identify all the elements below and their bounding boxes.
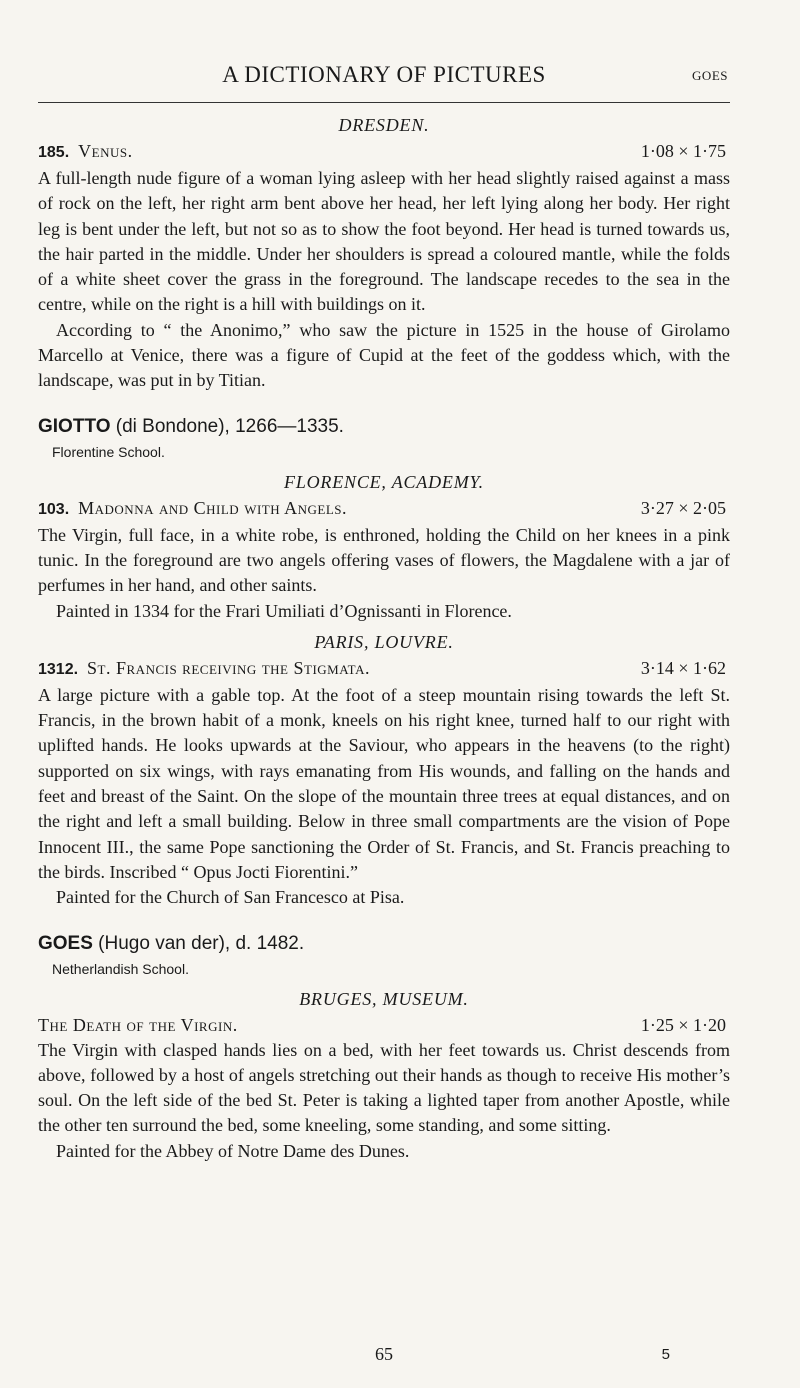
location-bruges: BRUGES, MUSEUM. (299, 988, 469, 1009)
signature-mark: 5 (661, 1346, 670, 1363)
entry-dimensions: 3·14 × 1·62 (640, 657, 726, 678)
artist-name: GOES (38, 932, 93, 954)
page-footer (38, 1344, 730, 1370)
entry-venus (38, 138, 730, 166)
entry-title: Venus. (78, 141, 133, 161)
entry-title: The Death of the Virgin. (38, 1014, 238, 1035)
entry-madonna (38, 495, 730, 523)
running-head (38, 62, 730, 103)
artist-heading-giotto (38, 414, 730, 440)
entry-note: Painted in 1334 for the Frari Umiliati d’Ognissanti in Florence. (56, 600, 512, 621)
artist-school: Netherlandish School. (52, 960, 189, 977)
entry-description: A large picture with a gable top. At the foot of a steep mountain rising towards the left St. Francis, in the brown habit of a monk, kneels on his right knee, turned half to our right with uplifted hands. He looks upwards at the Saviour, who appears in the heavens (to the right) supported on six wings, with rays emanating from His wounds, and falling on the hands and feet and breast of the Saint. On the slope of the mountain three trees at equal distances, and on the right and left a small building. Below in three small compartments are the vision of Pope Innocent III., the same Pope sanctioning the Order of St. Francis, and St. Francis preaching to the birds. Inscribed “ Opus Jocti Fiorentini.” (38, 684, 730, 882)
entry-st-francis (38, 655, 730, 683)
entry-dimensions: 1·25 × 1·20 (640, 1014, 726, 1035)
entry-dimensions: 3·27 × 2·05 (640, 497, 726, 518)
entry-description: The Virgin with clasped hands lies on a bed, with her feet towards us. Christ descends from above, followed by a host of angels stretching out their hands as though to receive His mother’s soul. On the left side of the bed St. Peter is taking a lighted taper from another Apostle, while the other ten surround the bed, some kneeling, some standing, and some sitting. (38, 1039, 730, 1136)
entry-dimensions: 1·08 × 1·75 (640, 141, 726, 161)
location-paris: PARIS, LOUVRE. (314, 631, 454, 652)
artist-name: GIOTTO (38, 415, 111, 437)
page-content (38, 62, 730, 1164)
book-title: A DICTIONARY OF PICTURES (222, 62, 546, 87)
entry-description: The Virgin, full face, in a white robe, is enthroned, holding the Child on her knees in a pink tunic. In the foreground are two angels offering vases of flowers, the Magdalene with a jar of perfumes in her hand, and other saints. (38, 524, 730, 596)
artist-school: Florentine School. (52, 443, 165, 460)
entry-note: Painted for the Abbey of Notre Dame des Dunes. (56, 1140, 410, 1161)
page-number: 65 (375, 1344, 393, 1364)
entry-title: St. Francis receiving the Stigmata. (87, 657, 370, 678)
entry-note: Painted for the Church of San Francesco at Pisa. (56, 887, 405, 908)
artist-heading-goes (38, 931, 730, 957)
artist-details: (Hugo van der), d. 1482. (92, 932, 305, 954)
location-dresden: DRESDEN. (338, 115, 430, 135)
entry-death-of-virgin (38, 1012, 730, 1038)
entry-note: According to “ the Anonimo,” who saw the picture in 1525 in the house of Girolamo Marcello at Venice, there was a figure of Cupid at the feet of the goddess which, with the landscape, was put in by Titian. (38, 319, 730, 391)
entry-number: 1312. (38, 660, 79, 678)
running-word: GOES (692, 68, 728, 83)
artist-details: (di Bondone), 1266—1335. (110, 415, 344, 437)
location-florence: FLORENCE, ACADEMY. (284, 471, 484, 492)
entry-title: Madonna and Child with Angels. (78, 497, 348, 518)
entry-number: 185. (38, 144, 70, 161)
entry-number: 103. (38, 500, 70, 518)
entry-description: A full-length nude figure of a woman lying asleep with her head slightly raised against a mass of rock on the left, her right arm bent above her head, her left lying along her body. Her right leg is bent under the left, but not so as to show the foot beyond. Her head is turned towards us, the hair parted in the middle. Under her shoulders is spread a coloured mantle, while the folds of a white sheet cover the grass in the foreground. The landscape recedes to the sea in the centre, while on the right is a hill with buildings on it. (38, 168, 730, 315)
